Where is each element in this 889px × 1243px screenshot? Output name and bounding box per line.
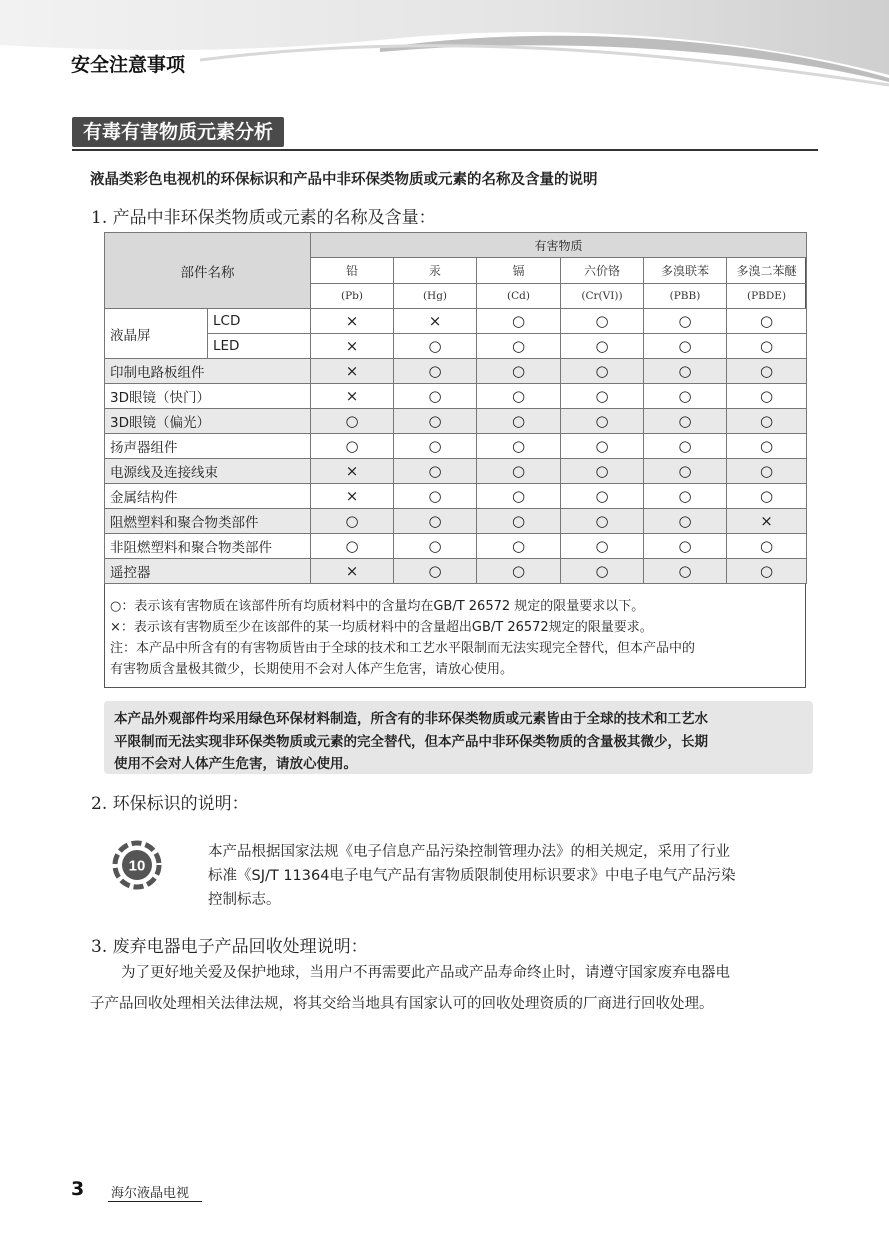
logo-number: 10 [128,857,146,875]
table-row [105,309,807,334]
mark-cell: ○ [644,384,727,409]
row-name: 非阻燃塑料和聚合物类部件 [105,534,311,559]
mark-cell: × [311,484,394,509]
mark-cell: ○ [644,334,727,359]
mark-cell: ○ [477,509,561,534]
mark-cell: ○ [477,559,561,584]
mark-cell: × [311,384,394,409]
row-name: 印制电路板组件 [105,359,311,384]
mark-cell: ○ [561,309,644,334]
mark-cell: × [311,559,394,584]
lcd-group-label: 液晶屏 [105,309,208,359]
highlight-line: 使用不会对人体产生危害，请放心使用。 [114,756,357,772]
mark-cell: ○ [727,459,807,484]
mark-cell: × [311,359,394,384]
mark-cell: ○ [644,484,727,509]
element-name: 铅 [311,258,394,284]
element-symbol: (Cd) [477,284,561,309]
note-line: ×：表示该有害物质至少在该部件的某一均质材料中的含量超出GB/T 26572规定的限量要求。 [110,620,653,635]
mark-cell: × [311,334,394,359]
mark-cell: ○ [727,484,807,509]
row-name: 金属结构件 [105,484,311,509]
note-line: ○：表示该有害物质在该部件所有均质材料中的含量均在GB/T 26572 规定的限量要求以下。 [110,599,645,614]
mark-cell: × [311,459,394,484]
element-name: 多溴联苯 [644,258,727,284]
row-name: 阻燃塑料和聚合物类部件 [105,509,311,534]
mark-cell: ○ [477,309,561,334]
element-symbol: (PBB) [644,284,727,309]
element-symbol: (Pb) [311,284,394,309]
row-name: LCD [208,309,311,334]
part-name-header: 部件名称 [105,233,311,309]
mark-cell: ○ [727,334,807,359]
mark-cell: ○ [644,359,727,384]
note-line: 注：本产品中所含有的有害物质皆由于全球的技术和工艺水平限制而无法实现完全替代，但本产品中的 [110,641,696,656]
mark-cell: ○ [477,334,561,359]
mark-cell: ○ [477,359,561,384]
table-row [105,409,807,434]
mark-cell: ○ [477,534,561,559]
note-line: 有害物质含量极其微少，长期使用不会对人体产生危害，请放心使用。 [110,662,514,677]
table-notes [110,596,802,680]
section-divider [72,149,818,151]
mark-cell: ○ [394,409,477,434]
mark-cell: ○ [477,484,561,509]
row-name: 电源线及连接线束 [105,459,311,484]
element-name: 镉 [477,258,561,284]
row-name: 3D眼镜（偏光） [105,409,311,434]
mark-cell: ○ [477,409,561,434]
mark-cell: × [394,309,477,334]
mark-cell: ○ [561,459,644,484]
element-symbol: (PBDE) [727,284,807,309]
mark-cell: ○ [561,334,644,359]
mark-cell: ○ [394,559,477,584]
item2-heading: 2. 环保标识的说明： [91,794,249,814]
mark-cell: ○ [311,509,394,534]
item3-line: 子产品回收处理相关法律法规，将其交给当地具有国家认可的回收处理资质的厂商进行回收处理。 [90,996,714,1012]
mark-cell: ○ [394,534,477,559]
highlight-text [114,708,806,776]
mark-cell: ○ [394,334,477,359]
mark-cell: ○ [727,359,807,384]
mark-cell: ○ [644,409,727,434]
element-name: 汞 [394,258,477,284]
element-name: 多溴二苯醚 [727,258,807,284]
mark-cell: ○ [477,434,561,459]
mark-cell: ○ [561,509,644,534]
mark-cell: ○ [311,434,394,459]
mark-cell: ○ [394,459,477,484]
element-name: 六价铬 [561,258,644,284]
mark-cell: ○ [727,384,807,409]
table-row [105,559,807,584]
mark-cell: ○ [644,559,727,584]
mark-cell: × [727,509,807,534]
item3-line: 为了更好地关爱及保护地球，当用户不再需要此产品或产品寿命终止时，请遵守国家废弃电器电 [121,965,730,981]
item3-heading: 3. 废弃电器电子产品回收处理说明： [91,937,368,957]
mark-cell: ○ [561,559,644,584]
mark-cell: ○ [561,534,644,559]
table-row [105,484,807,509]
mark-cell: ○ [727,534,807,559]
intro-text: 液晶类彩色电视机的环保标识和产品中非环保类物质或元素的名称及含量的说明 [90,172,598,188]
element-symbol: (Cr(VI)) [561,284,644,309]
table-row [105,359,807,384]
mark-cell: ○ [394,484,477,509]
mark-cell: ○ [644,309,727,334]
mark-cell: ○ [644,509,727,534]
mark-cell: ○ [727,309,807,334]
mark-cell: ○ [311,409,394,434]
mark-cell: ○ [561,434,644,459]
mark-cell: ○ [311,534,394,559]
mark-cell: ○ [477,459,561,484]
mark-cell: ○ [394,434,477,459]
mark-cell: ○ [727,559,807,584]
item1-heading: 1. 产品中非环保类物质或元素的名称及含量： [91,208,436,228]
mark-cell: × [311,309,394,334]
highlight-line: 本产品外观部件均采用绿色环保材料制造，所含有的非环保类物质或元素皆由于全球的技术和工艺水 [114,711,708,727]
mark-cell: ○ [561,484,644,509]
mark-cell: ○ [561,384,644,409]
pollution-control-logo-icon [112,840,162,890]
hazard-header: 有害物质 [311,233,807,258]
mark-cell: ○ [394,509,477,534]
item2-line: 本产品根据国家法规《电子信息产品污染控制管理办法》的相关规定，采用了行业 [208,844,730,860]
section-title: 有毒有害物质元素分析 [72,117,284,147]
table-row [105,384,807,409]
row-name: LED [208,334,311,359]
table-row [105,434,807,459]
mark-cell: ○ [561,359,644,384]
row-name: 扬声器组件 [105,434,311,459]
footer-brand: 海尔液晶电视 [111,1186,190,1201]
table-row [105,534,807,559]
mark-cell: ○ [394,359,477,384]
mark-cell: ○ [727,434,807,459]
table-row [105,334,807,359]
mark-cell: ○ [477,384,561,409]
highlight-line: 平限制而无法实现非环保类物质或元素的完全替代，但本产品中非环保类物质的含量极其微少，长期 [114,733,708,750]
page-number: 3 [71,1178,85,1200]
mark-cell: ○ [644,534,727,559]
hazard-table [104,232,807,584]
footer-underline [108,1201,202,1202]
item2-line: 标准《SJ/T 11364电子电气产品有害物质限制使用标识要求》中电子电气产品污染 [208,868,736,884]
header-title: 安全注意事项 [71,54,186,76]
mark-cell: ○ [561,409,644,434]
row-name: 3D眼镜（快门） [105,384,311,409]
table-row [105,509,807,534]
mark-cell: ○ [727,409,807,434]
mark-cell: ○ [394,384,477,409]
table-row [105,459,807,484]
mark-cell: ○ [644,459,727,484]
mark-cell: ○ [644,434,727,459]
element-symbol: (Hg) [394,284,477,309]
item2-line: 控制标志。 [208,892,281,908]
item2-body [208,840,818,912]
row-name: 遥控器 [105,559,311,584]
